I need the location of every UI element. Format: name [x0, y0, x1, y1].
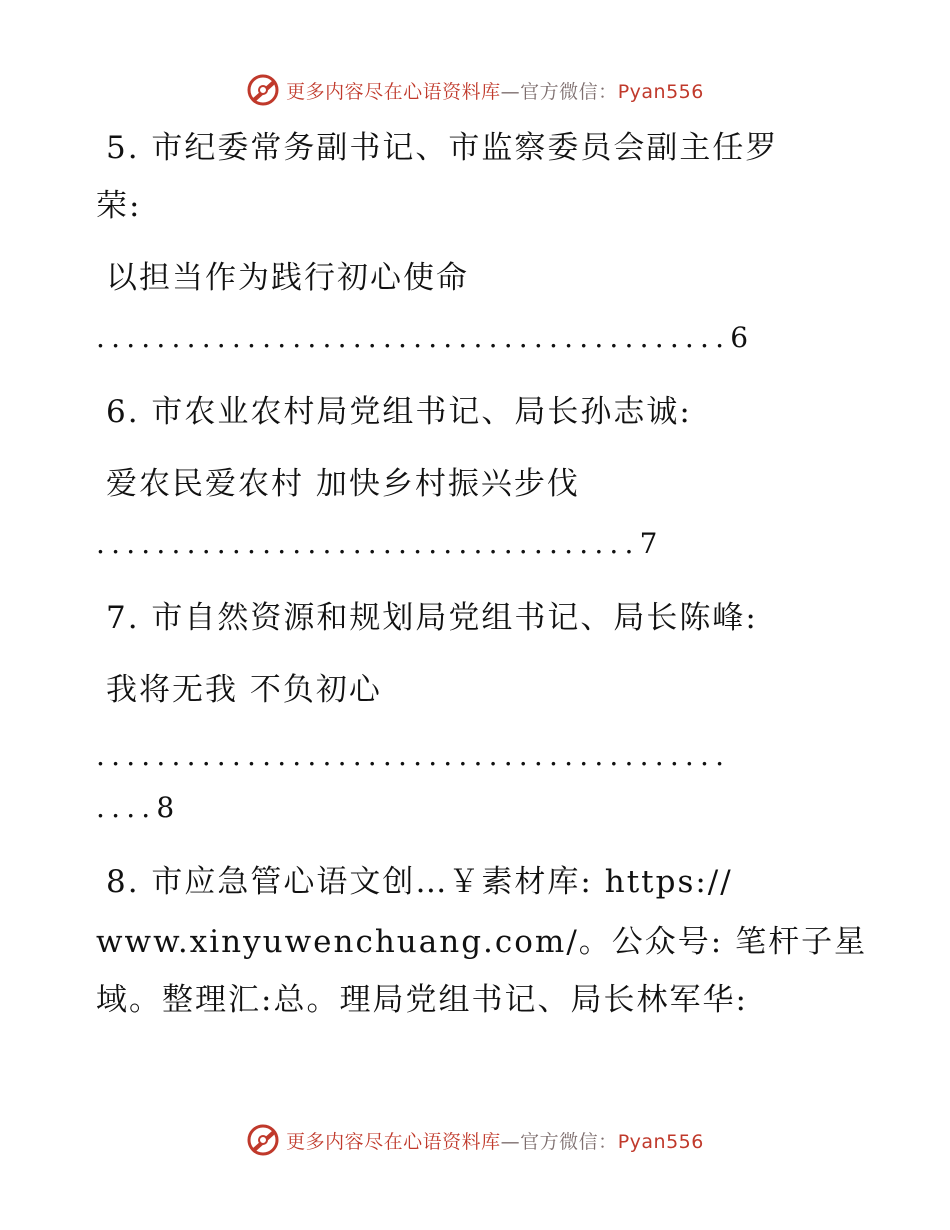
toc-item-7-title: 7. 市自然资源和规划局党组书记、局长陈峰:: [106, 600, 758, 636]
toc-item-8-line1: 8. 市应急管心语文创…￥素材库: https://: [106, 864, 733, 900]
toc-item-5-title: 5. 市纪委常务副书记、市监察委员会副主任罗: [106, 130, 779, 166]
toc-item-6-subtitle: 爱农民爱农村 加快乡村振兴步伐: [106, 466, 580, 502]
watermark-wechat-id: Pyan556: [617, 1130, 704, 1153]
toc-item-6-leader: ....................................7: [96, 527, 664, 560]
toc-item-5-subtitle: 以担当作为践行初心使命: [106, 260, 469, 296]
watermark-main: 更多内容尽在心语资料库: [286, 80, 501, 103]
watermark-text: [286, 77, 704, 104]
watermark-dash: —: [500, 1130, 521, 1153]
watermark-text: [286, 1127, 704, 1154]
watermark-wechat-label: 官方微信：: [520, 80, 618, 103]
footer-watermark: [0, 1120, 950, 1160]
watermark-wechat-id: Pyan556: [617, 80, 704, 103]
toc-item-7-leader: ..........................................: [96, 739, 731, 772]
toc-item-8-line3: 域。整理汇:总。理局党组书记、局长林军华:: [96, 982, 748, 1018]
header-watermark: [0, 70, 950, 110]
toc-item-5-leader: ..........................................6: [96, 321, 755, 354]
watermark-dash: —: [500, 80, 521, 103]
toc-item-6-title: 6. 市农业农村局党组书记、局长孙志诚:: [106, 394, 692, 430]
toc-item-7-leader-cont: ....8: [96, 791, 181, 824]
toc-item-5-title-cont: 荣:: [96, 188, 142, 224]
pen-logo-icon: [246, 1123, 280, 1157]
watermark-main: 更多内容尽在心语资料库: [286, 1130, 501, 1153]
toc-item-8-line2: www.xinyuwenchuang.com/。公众号: 笔杆子星: [96, 924, 868, 960]
pen-logo-icon: [246, 73, 280, 107]
watermark-wechat-label: 官方微信：: [520, 1130, 618, 1153]
toc-item-7-subtitle: 我将无我 不负初心: [106, 672, 382, 708]
